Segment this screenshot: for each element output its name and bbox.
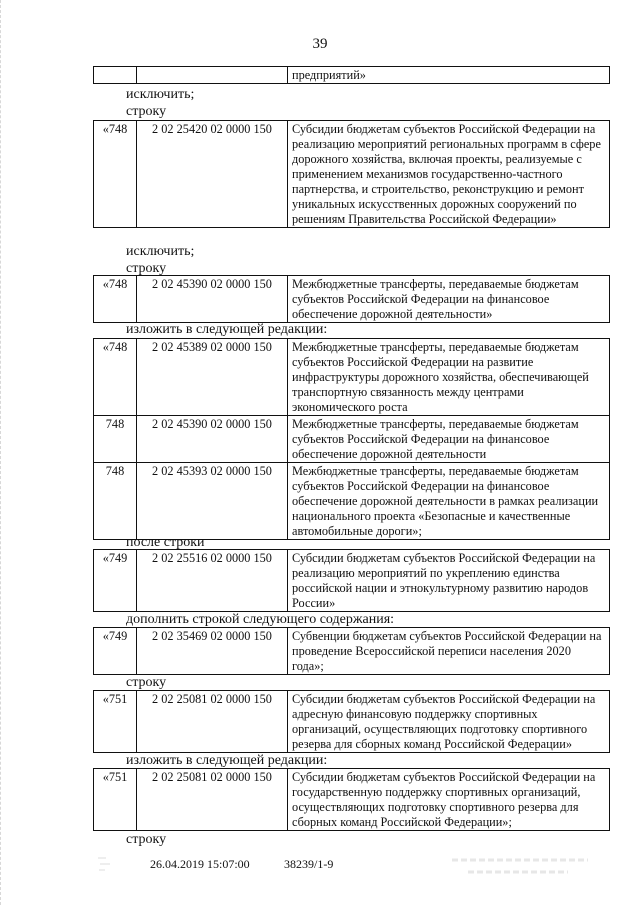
row-text: Субсидии бюджетам субъектов Российской Федерации на адресную финансовую поддержку спортивных организаций, осуществляющих подготовку спортивного резерва для сборных команд Российской Федерации»: [288, 691, 610, 753]
instruction-row: строку: [126, 675, 167, 690]
row-number: «749: [94, 550, 137, 612]
table-row-748-25420: [93, 120, 610, 228]
row-text: Межбюджетные трансферты, передаваемые бюджетам субъектов Российской Федерации на финансовое обеспечение дорожной деятельности»: [288, 276, 610, 323]
row-text: Субсидии бюджетам субъектов Российской Федерации на реализацию мероприятий региональных программ в сфере дорожного хозяйства, включая проекты, реализуемые с применением механизмов государственно-частного партнерства, и строительство, реконструкцию и ремонт уникальных искусственных дорожных сооружений по решениям Правительства Российской Федерации»: [288, 121, 610, 228]
row-number: «749: [94, 628, 137, 675]
instruction-exclude: исключить;: [126, 87, 195, 102]
table-row: [94, 628, 610, 675]
instruction-after-row: после строки: [126, 535, 205, 550]
table-row: [94, 339, 610, 416]
row-number: [94, 67, 137, 84]
instruction-restate: изложить в следующей редакции:: [126, 322, 328, 337]
row-text: предприятий»: [288, 67, 610, 84]
page-edge: [0, 0, 3, 905]
footer-datetime: 26.04.2019 15:07:00: [150, 857, 250, 871]
row-code: 2 02 25516 02 0000 150: [137, 550, 288, 612]
instruction-row: строку: [126, 832, 167, 847]
row-code: 2 02 25081 02 0000 150: [137, 691, 288, 753]
table-row-749-25516: [93, 549, 610, 612]
instruction-add-row: дополнить строкой следующего содержания:: [126, 612, 395, 627]
row-code: 2 02 25420 02 0000 150: [137, 121, 288, 228]
table-row-751-25081-old: [93, 690, 610, 753]
instruction-row: строку: [126, 261, 167, 276]
table-row-751-25081-new: [93, 768, 610, 831]
table-row-748-45390: [93, 275, 610, 323]
row-number: 748: [94, 416, 137, 463]
table-row: [94, 691, 610, 753]
row-text: Межбюджетные трансферты, передаваемые бюджетам субъектов Российской Федерации на развитие инфраструктуры дорожного хозяйства, обеспечивающей транспортную связанность между центрами экономического роста: [288, 339, 610, 416]
row-code: 2 02 45389 02 0000 150: [137, 339, 288, 416]
table-row-749-35469: [93, 627, 610, 675]
row-code: 2 02 45393 02 0000 150: [137, 463, 288, 540]
table-fragment-top: [93, 66, 610, 84]
watermark-smudge: [448, 854, 598, 880]
row-code: 2 02 35469 02 0000 150: [137, 628, 288, 675]
row-code: 2 02 45390 02 0000 150: [137, 416, 288, 463]
instruction-row: строку: [126, 104, 167, 119]
row-number: «748: [94, 121, 137, 228]
table-row: [94, 416, 610, 463]
row-code: 2 02 45390 02 0000 150: [137, 276, 288, 323]
table-row: [94, 550, 610, 612]
table-row: [94, 276, 610, 323]
row-text: Субвенции бюджетам субъектов Российской Федерации на проведение Всероссийской переписи населения 2020 года»;: [288, 628, 610, 675]
table-row: [94, 121, 610, 228]
row-text: Субсидии бюджетам субъектов Российской Федерации на государственную поддержку спортивных организаций, осуществляющих подготовку спортивного резерва для сборных команд Российской Федерации»;: [288, 769, 610, 831]
row-number: «748: [94, 276, 137, 323]
row-code: 2 02 25081 02 0000 150: [137, 769, 288, 831]
row-number: 748: [94, 463, 137, 540]
table-row: [94, 463, 610, 540]
footer-doc-id: 38239/1-9: [284, 857, 334, 871]
instruction-exclude: исключить;: [126, 244, 195, 259]
table-rows-748-restated: [93, 338, 610, 540]
row-text: Субсидии бюджетам субъектов Российской Федерации на реализацию мероприятий по укреплению единства российской нации и этнокультурному развитию народов России»: [288, 550, 610, 612]
stamp-mark: [96, 852, 118, 874]
row-code: [137, 67, 288, 84]
table-row: [94, 67, 610, 84]
row-number: «751: [94, 691, 137, 753]
page-number: 39: [312, 36, 328, 52]
instruction-restate: изложить в следующей редакции:: [126, 753, 328, 768]
row-text: Межбюджетные трансферты, передаваемые бюджетам субъектов Российской Федерации на финансовое обеспечение дорожной деятельности: [288, 416, 610, 463]
row-number: «748: [94, 339, 137, 416]
row-text: Межбюджетные трансферты, передаваемые бюджетам субъектов Российской Федерации на финансовое обеспечение дорожной деятельности в рамках реализации национального проекта «Безопасные и качественные автомобильные дороги»;: [288, 463, 610, 540]
table-row: [94, 769, 610, 831]
row-number: «751: [94, 769, 137, 831]
